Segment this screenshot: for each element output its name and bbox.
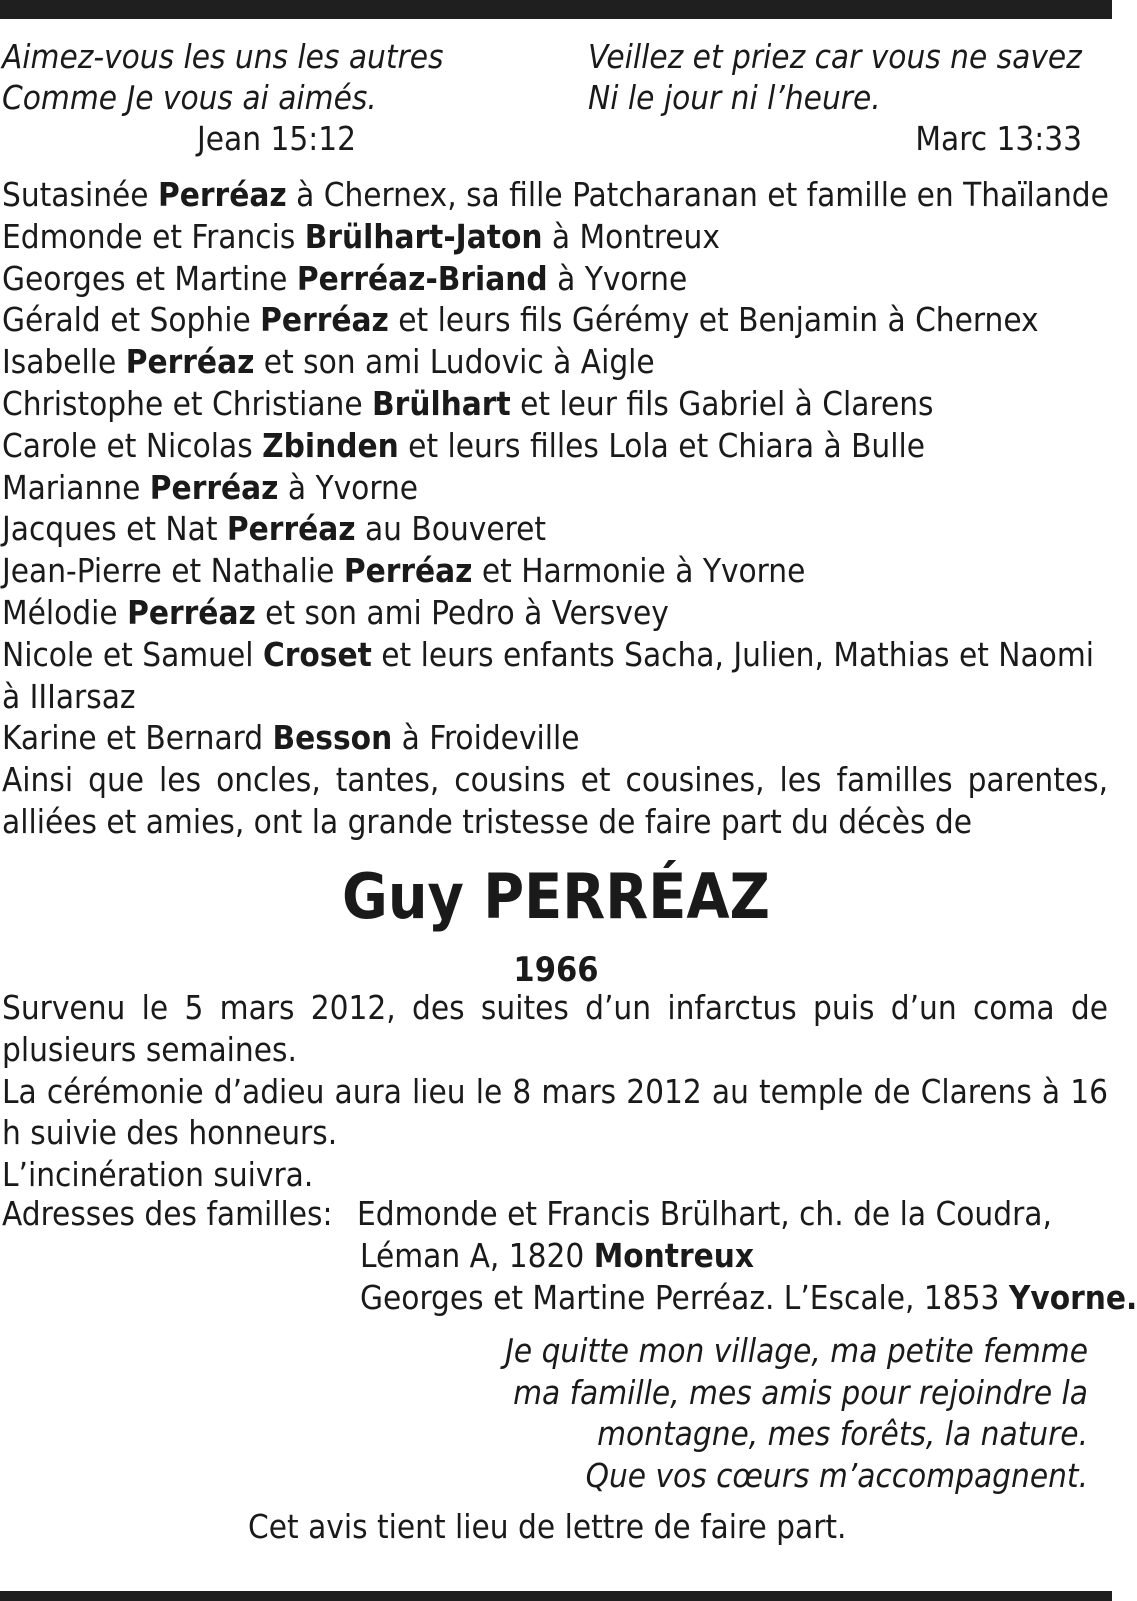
mourner-entry: Carole et Nicolas Zbinden et leurs filles Lola et Chiara à Bulle [2, 425, 926, 465]
address-city: Yvorne. [1008, 1277, 1137, 1317]
addresses-label: Adresses des familles: [2, 1194, 333, 1233]
deceased-birth-year: 1966 [513, 950, 599, 990]
poem-line: Je quitte mon village, ma petite femme [505, 1331, 1088, 1370]
ceremony-info: La cérémonie d’adieu aura lieu le 8 mars 2012 au temple de Clarens à 16 h suivie des honneurs. [2, 1071, 1108, 1153]
death-circumstances: Survenu le 5 mars 2012, des suites d’un infarctus puis d’un coma de plusieurs semaines. [2, 988, 1108, 1069]
announcement-text: Ainsi que les oncles, tantes, cousins et cousines, les familles parentes, alliées et amies, ont la grande tristesse de faire part du décès de [2, 760, 1108, 841]
mourner-surname: Perréaz [127, 592, 256, 632]
mourner-surname: Perréaz [226, 509, 356, 549]
verse-left [2, 36, 542, 159]
address-line: Georges et Martine Perréaz. L’Escale, 1853 Yvorne. [360, 1277, 1137, 1317]
mourner-entry: Karine et Bernard Besson à Froideville [2, 718, 580, 758]
mourner-entry: Edmonde et Francis Brülhart-Jaton à Montreux [2, 216, 720, 256]
farewell-poem [388, 1330, 1088, 1496]
mourner-surname: Perréaz [260, 300, 389, 340]
address-city: Montreux [593, 1235, 755, 1275]
verse-line: Ni le jour ni l’heure. [588, 78, 881, 117]
mourner-entry: Christophe et Christiane Brülhart et leur fils Gabriel à Clarens [2, 383, 934, 423]
verse-line: Comme Je vous ai aimés. [2, 78, 377, 117]
mourner-surname: Brülhart [372, 383, 511, 423]
cremation-info: L’incinération suivra. [2, 1155, 314, 1195]
verse-line: Aimez-vous les uns les autres [2, 37, 444, 76]
mourner-surname: Brülhart-Jaton [304, 216, 543, 256]
poem-line: Que vos cœurs m’accompagnent. [585, 1455, 1088, 1495]
mourner-surname: Perréaz-Briand [296, 258, 548, 298]
verse-right [588, 36, 1082, 159]
mourner-entry: Isabelle Perréaz et son ami Ludovic à Aigle [2, 342, 655, 382]
mourner-surname: Besson [272, 718, 393, 758]
ceremony-details [2, 987, 1108, 1196]
verse-line: Veillez et priez car vous ne savez [588, 37, 1082, 76]
address-line: Léman A, 1820 Montreux [360, 1235, 755, 1275]
poem-line: montagne, mes forêts, la nature. [597, 1414, 1088, 1453]
mourner-surname: Perréaz [158, 175, 287, 214]
top-border-rule [0, 0, 1112, 19]
mourner-entry: Jean-Pierre et Nathalie Perréaz et Harmonie à Yvorne [2, 551, 806, 591]
bottom-border-rule [0, 1591, 1112, 1601]
address-line: Edmonde et Francis Brülhart, ch. de la Coudra, [357, 1194, 1052, 1233]
deceased-name: Guy PERRÉAZ [342, 860, 770, 933]
mourners-list [2, 174, 1108, 843]
mourner-entry: Gérald et Sophie Perréaz et leurs fils Gérémy et Benjamin à Chernex [2, 300, 1039, 340]
mourner-entry: Jacques et Nat Perréaz au Bouveret [2, 509, 546, 549]
mourner-entry: Mélodie Perréaz et son ami Pedro à Versvey [2, 592, 669, 632]
mourner-surname: Perréaz [125, 342, 255, 382]
mourner-entry: Georges et Martine Perréaz-Briand à Yvorne [2, 258, 688, 298]
mourner-surname: Perréaz [343, 551, 473, 591]
mourner-surname: Zbinden [262, 425, 399, 465]
poem-line: ma famille, mes amis pour rejoindre la [513, 1372, 1088, 1412]
mourner-surname: Croset [262, 634, 372, 674]
verse-reference: Jean 15:12 [197, 119, 357, 158]
footer-note: Cet avis tient lieu de lettre de faire part. [248, 1507, 847, 1546]
verse-reference: Marc 13:33 [915, 119, 1082, 158]
mourner-entry: Marianne Perréaz à Yvorne [2, 467, 419, 507]
mourner-entry: Sutasinée Perréaz à Chernex, sa fille Patcharanan et famille en Thaïlande [2, 175, 1109, 214]
mourner-surname: Perréaz [149, 467, 279, 507]
mourner-entry: Nicole et Samuel Croset et leurs enfants Sacha, Julien, Mathias et Naomi à IIIarsaz [2, 634, 1095, 716]
addresses-list [357, 1193, 1137, 1318]
